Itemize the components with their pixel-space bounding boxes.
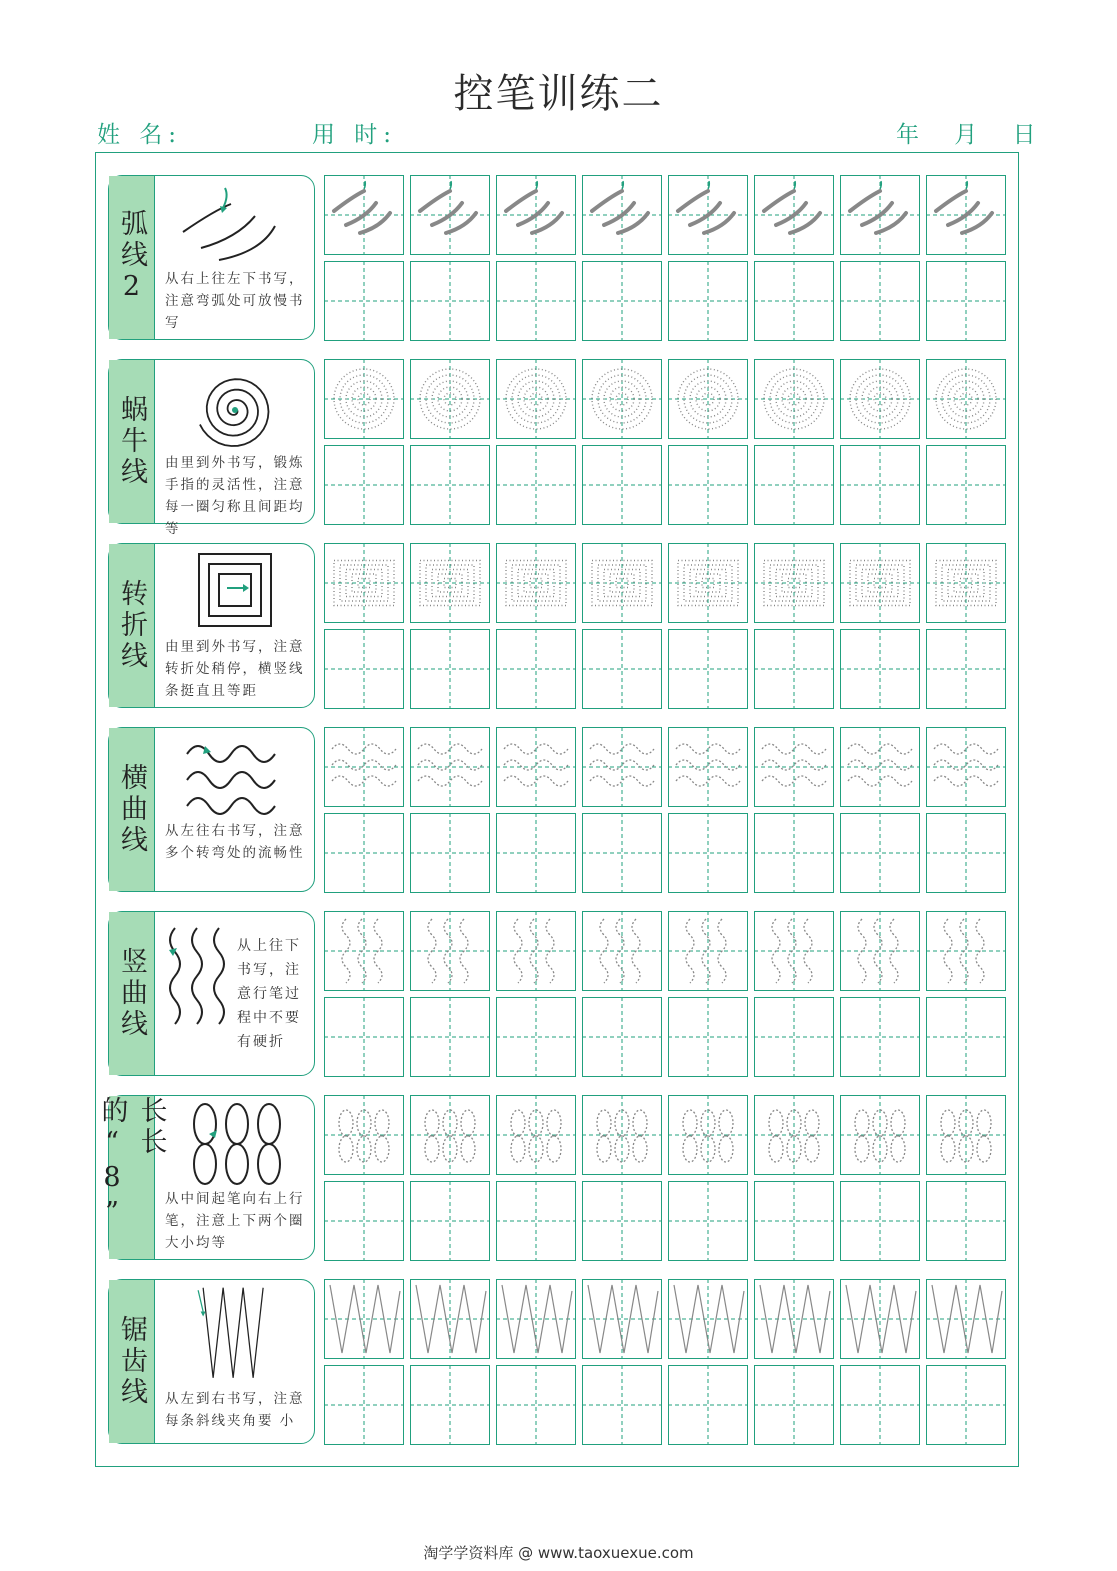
trace-cell[interactable]	[582, 727, 662, 807]
trace-cell[interactable]	[582, 911, 662, 991]
stroke-name: 锯齿线	[116, 1315, 147, 1408]
trace-cell[interactable]	[840, 1095, 920, 1175]
trace-cell[interactable]	[324, 359, 404, 439]
trace-cell[interactable]	[496, 359, 576, 439]
trace-cell[interactable]	[668, 175, 748, 255]
spiral-icon	[165, 364, 305, 456]
trace-cell[interactable]	[754, 911, 834, 991]
blank-practice-cell[interactable]	[840, 445, 920, 525]
footer-credit: 淘学学资料库 @ www.taoxuexue.com	[423, 1544, 694, 1562]
trace-cell[interactable]	[324, 1095, 404, 1175]
blank-practice-cell[interactable]	[324, 261, 404, 341]
trace-cell[interactable]	[410, 727, 490, 807]
instruction-text: 从上往下书写，注意行笔过程中不要有硬折	[237, 938, 301, 1050]
blank-practice-cell[interactable]	[582, 445, 662, 525]
instruction-text: 从右上往左下书写，注意弯弧处可放慢书写	[165, 271, 305, 331]
trace-cell[interactable]	[410, 911, 490, 991]
blank-practice-cell[interactable]	[926, 261, 1006, 341]
trace-cell[interactable]	[754, 1279, 834, 1359]
stroke-name-tab	[109, 360, 155, 523]
blank-practice-cell[interactable]	[754, 1181, 834, 1261]
instruction-card	[108, 359, 315, 537]
blank-practice-cell[interactable]	[754, 813, 834, 893]
trace-cell[interactable]	[582, 175, 662, 255]
practice-row-turn	[108, 543, 1018, 710]
blank-practice-cell[interactable]	[668, 445, 748, 525]
trace-cell[interactable]	[496, 543, 576, 623]
trace-cell[interactable]	[496, 175, 576, 255]
blank-practice-cell[interactable]	[668, 261, 748, 341]
practice-row-arc2	[108, 175, 1018, 342]
stroke-name-tab	[96, 1096, 167, 1259]
trace-cell[interactable]	[926, 543, 1006, 623]
blank-practice-cell[interactable]	[496, 629, 576, 709]
trace-cell[interactable]	[840, 911, 920, 991]
blank-practice-cell[interactable]	[926, 629, 1006, 709]
blank-practice-cell[interactable]	[840, 997, 920, 1077]
trace-cell[interactable]	[496, 727, 576, 807]
blank-practice-cell[interactable]	[582, 1365, 662, 1445]
trace-cell[interactable]	[754, 543, 834, 623]
trace-cell[interactable]	[410, 175, 490, 255]
blank-practice-cell[interactable]	[582, 1181, 662, 1261]
practice-row-hwave	[108, 727, 1018, 894]
blank-practice-cell[interactable]	[926, 1365, 1006, 1445]
blank-practice-cell[interactable]	[410, 997, 490, 1077]
trace-cell[interactable]	[926, 1279, 1006, 1359]
trace-cell[interactable]	[926, 727, 1006, 807]
trace-cell[interactable]	[754, 1095, 834, 1175]
trace-cell[interactable]	[840, 727, 920, 807]
name-label: 姓 名:	[97, 122, 183, 148]
trace-cell[interactable]	[840, 1279, 920, 1359]
instruction-text: 由里到外书写，注意转折处稍停，横竖线条挺直且等距	[165, 639, 305, 699]
time-label: 用 时:	[312, 122, 398, 148]
blank-practice-cell[interactable]	[410, 1365, 490, 1445]
trace-cell[interactable]	[410, 1095, 490, 1175]
blank-practice-cell[interactable]	[926, 1181, 1006, 1261]
trace-cell[interactable]	[324, 543, 404, 623]
trace-cell[interactable]	[324, 1279, 404, 1359]
zigzag-icon	[165, 1284, 295, 1384]
blank-practice-cell[interactable]	[582, 997, 662, 1077]
blank-practice-cell[interactable]	[926, 445, 1006, 525]
practice-row-eight	[96, 1095, 1018, 1262]
stroke-name-tab	[109, 176, 155, 339]
trace-cell[interactable]	[582, 359, 662, 439]
instruction-text: 从左往右书写，注意多个转弯处的流畅性	[165, 823, 305, 861]
instruction-card	[108, 175, 315, 340]
trace-cell[interactable]	[926, 911, 1006, 991]
trace-cell[interactable]	[410, 1279, 490, 1359]
instruction-text: 从中间起笔向右上行笔，注意上下两个圈大小均等	[165, 1191, 305, 1251]
horizontal-wave-icon	[165, 732, 305, 820]
blank-practice-cell[interactable]	[754, 1365, 834, 1445]
trace-cell[interactable]	[582, 1279, 662, 1359]
stroke-name-tab	[109, 912, 155, 1075]
blank-practice-cell[interactable]	[410, 445, 490, 525]
trace-cell[interactable]	[410, 359, 490, 439]
trace-cell[interactable]	[668, 1279, 748, 1359]
blank-practice-cell[interactable]	[926, 997, 1006, 1077]
blank-practice-cell[interactable]	[324, 445, 404, 525]
stroke-name: 横曲线	[116, 763, 147, 856]
blank-practice-cell[interactable]	[324, 813, 404, 893]
blank-practice-cell[interactable]	[324, 1181, 404, 1261]
blank-practice-cell[interactable]	[410, 629, 490, 709]
trace-cell[interactable]	[668, 359, 748, 439]
blank-practice-cell[interactable]	[496, 1181, 576, 1261]
stroke-name-tab	[109, 1280, 155, 1443]
trace-cell[interactable]	[582, 543, 662, 623]
trace-cell[interactable]	[840, 359, 920, 439]
practice-row-vwave	[108, 911, 1018, 1078]
blank-practice-cell[interactable]	[496, 445, 576, 525]
trace-cell[interactable]	[926, 175, 1006, 255]
blank-practice-cell[interactable]	[668, 997, 748, 1077]
stroke-name-tab	[109, 544, 155, 707]
trace-cell[interactable]	[496, 911, 576, 991]
trace-cell[interactable]	[324, 175, 404, 255]
blank-practice-cell[interactable]	[410, 1181, 490, 1261]
instruction-card	[108, 1279, 315, 1444]
blank-practice-cell[interactable]	[496, 1365, 576, 1445]
practice-row-zigzag	[108, 1279, 1018, 1446]
instruction-text: 从左到右书写，注意每条斜线夹角要 小	[165, 1391, 305, 1429]
instruction-card	[108, 727, 315, 892]
blank-practice-cell[interactable]	[496, 813, 576, 893]
blank-practice-cell[interactable]	[840, 813, 920, 893]
blank-practice-cell[interactable]	[668, 1181, 748, 1261]
stroke-name: 蜗牛线	[116, 395, 147, 488]
trace-cell[interactable]	[410, 543, 490, 623]
blank-practice-cell[interactable]	[754, 997, 834, 1077]
page-title: 控笔训练二	[453, 71, 664, 117]
instruction-card	[108, 911, 315, 1076]
blank-practice-cell[interactable]	[926, 813, 1006, 893]
trace-cell[interactable]	[926, 359, 1006, 439]
figure-eight-icon	[165, 1100, 305, 1190]
blank-practice-cell[interactable]	[496, 997, 576, 1077]
blank-practice-cell[interactable]	[754, 261, 834, 341]
trace-cell[interactable]	[668, 911, 748, 991]
arc-strokes-icon	[171, 182, 291, 268]
trace-cell[interactable]	[668, 1095, 748, 1175]
trace-cell[interactable]	[840, 175, 920, 255]
blank-practice-cell[interactable]	[582, 629, 662, 709]
trace-cell[interactable]	[496, 1279, 576, 1359]
blank-practice-cell[interactable]	[496, 261, 576, 341]
square-spiral-icon	[165, 548, 305, 636]
trace-cell[interactable]	[496, 1095, 576, 1175]
trace-cell[interactable]	[324, 911, 404, 991]
trace-cell[interactable]	[754, 359, 834, 439]
blank-practice-cell[interactable]	[840, 1365, 920, 1445]
blank-practice-cell[interactable]	[668, 813, 748, 893]
instruction-card	[96, 1095, 315, 1260]
trace-cell[interactable]	[754, 727, 834, 807]
trace-cell[interactable]	[668, 543, 748, 623]
blank-practice-cell[interactable]	[582, 261, 662, 341]
instruction-text: 由里到外书写，锻炼手指的灵活性，注意每一圈匀称且间距均等	[165, 455, 305, 537]
blank-practice-cell[interactable]	[324, 1365, 404, 1445]
blank-practice-cell[interactable]	[410, 261, 490, 341]
instruction-card	[108, 543, 315, 708]
blank-practice-cell[interactable]	[410, 813, 490, 893]
trace-cell[interactable]	[324, 727, 404, 807]
practice-row-snail	[108, 359, 1018, 537]
blank-practice-cell[interactable]	[840, 629, 920, 709]
blank-practice-cell[interactable]	[582, 813, 662, 893]
blank-practice-cell[interactable]	[840, 261, 920, 341]
trace-cell[interactable]	[754, 175, 834, 255]
trace-cell[interactable]	[668, 727, 748, 807]
stroke-name-tab	[109, 728, 155, 891]
blank-practice-cell[interactable]	[668, 1365, 748, 1445]
blank-practice-cell[interactable]	[668, 629, 748, 709]
stroke-name: 长长的“8”	[96, 1096, 167, 1232]
blank-practice-cell[interactable]	[840, 1181, 920, 1261]
stroke-name: 转折线	[116, 579, 147, 672]
stroke-name: 弧线2	[116, 209, 147, 306]
trace-cell[interactable]	[582, 1095, 662, 1175]
date-label: 年 月 日	[896, 122, 1050, 148]
blank-practice-cell[interactable]	[754, 629, 834, 709]
stroke-name: 竖曲线	[116, 947, 147, 1040]
trace-cell[interactable]	[840, 543, 920, 623]
blank-practice-cell[interactable]	[754, 445, 834, 525]
trace-cell[interactable]	[926, 1095, 1006, 1175]
blank-practice-cell[interactable]	[324, 629, 404, 709]
blank-practice-cell[interactable]	[324, 997, 404, 1077]
